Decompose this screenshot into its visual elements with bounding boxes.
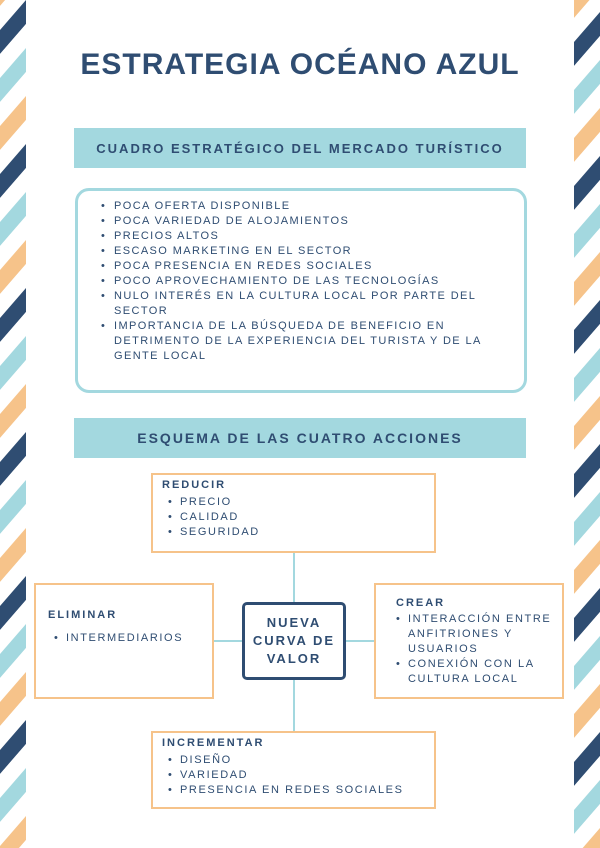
incrementar-title: INCREMENTAR [162, 737, 265, 749]
connector-left [214, 640, 242, 642]
market-list-item: • POCO APROVECHAMIENTO DE LAS TECNOLOGÍAS [114, 274, 510, 289]
action-list-item: • CONEXIÓN CON LA CULTURA LOCAL [408, 657, 562, 687]
reducir-box [151, 473, 436, 553]
crear-list [396, 612, 562, 687]
reducir-title: REDUCIR [162, 479, 227, 491]
actions-section-heading: ESQUEMA DE LAS CUATRO ACCIONES [74, 418, 526, 458]
market-list-item: • NULO INTERÉS EN LA CULTURA LOCAL POR PARTE DEL SECTOR [114, 289, 510, 319]
action-list-item: • CALIDAD [180, 510, 434, 525]
market-section-heading: CUADRO ESTRATÉGICO DEL MERCADO TURÍSTICO [74, 128, 526, 168]
incrementar-list [162, 753, 434, 798]
center-value-curve-box [242, 602, 346, 680]
action-list-item: • PRECIO [180, 495, 434, 510]
left-stripe-border [0, 0, 26, 848]
action-list-item: • VARIEDAD [180, 768, 434, 783]
center-label: NUEVA CURVA DE VALOR [252, 615, 336, 666]
action-list-item: • INTERMEDIARIOS [66, 631, 212, 646]
action-list-item: • SEGURIDAD [180, 525, 434, 540]
market-list [100, 199, 510, 364]
market-list-item: • POCA PRESENCIA EN REDES SOCIALES [114, 259, 510, 274]
crear-box [374, 583, 564, 699]
crear-title: CREAR [396, 597, 446, 609]
market-list-item: • ESCASO MARKETING EN EL SECTOR [114, 244, 510, 259]
market-list-box [75, 188, 527, 393]
page-title: ESTRATEGIA OCÉANO AZUL [80, 48, 520, 81]
action-list-item: • PRESENCIA EN REDES SOCIALES [180, 783, 434, 798]
incrementar-box [151, 731, 436, 809]
reducir-list [162, 495, 434, 540]
eliminar-list [48, 631, 212, 646]
market-list-item: • IMPORTANCIA DE LA BÚSQUEDA DE BENEFICIO EN DETRIMENTO DE LA EXPERIENCIA DEL TURISTA Y DE LA GENTE LOCAL [114, 319, 510, 364]
market-list-item: • POCA OFERTA DISPONIBLE [114, 199, 510, 214]
eliminar-title: ELIMINAR [48, 609, 118, 621]
market-list-item: • PRECIOS ALTOS [114, 229, 510, 244]
right-stripe-border [574, 0, 600, 848]
connector-right [346, 640, 374, 642]
market-list-item: • POCA VARIEDAD DE ALOJAMIENTOS [114, 214, 510, 229]
connector-bottom [293, 680, 295, 731]
action-list-item: • INTERACCIÓN ENTRE ANFITRIONES Y USUARIOS [408, 612, 562, 657]
action-list-item: • DISEÑO [180, 753, 434, 768]
eliminar-box [34, 583, 214, 699]
connector-top [293, 553, 295, 602]
